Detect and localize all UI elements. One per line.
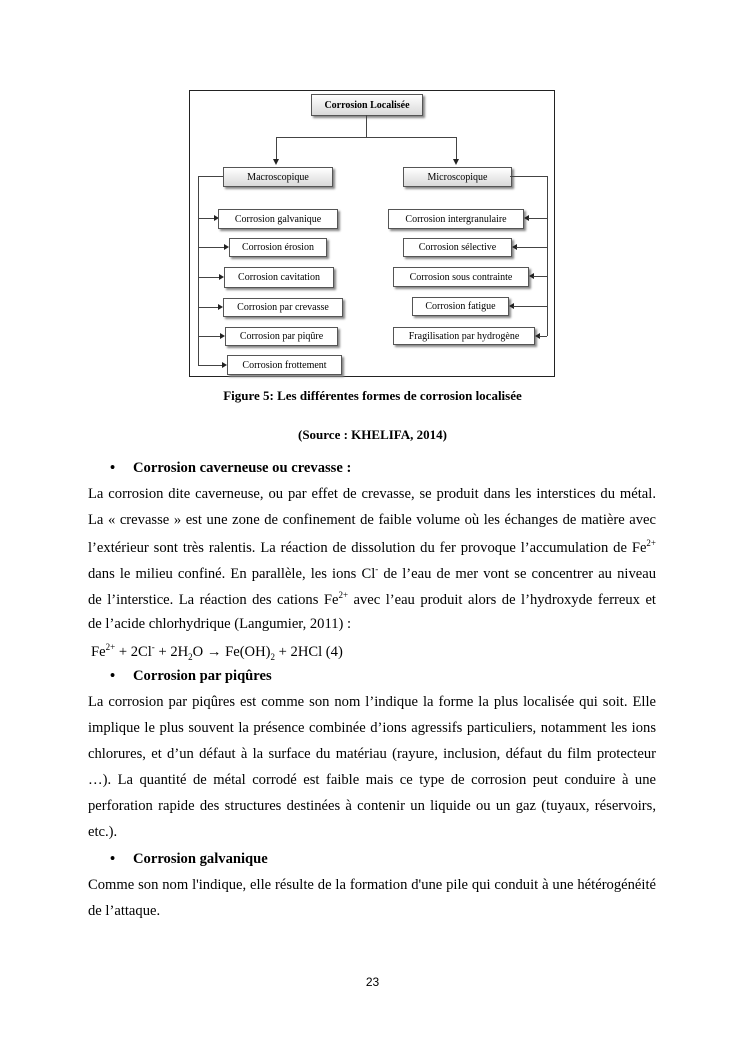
diagram-item-fragilisation: Fragilisation par hydrogène (393, 327, 535, 345)
paragraph-line: de l’attaque. (88, 903, 161, 919)
section-heading-crevasse: • Corrosion caverneuse ou crevasse : (115, 460, 351, 477)
paragraph-line: l’extérieur sont très ralentis. La réaction de dissolution du fer provoque l’accumulation de $Fe^{2+}$ (88, 538, 656, 556)
paragraph-line: etc.). (88, 824, 118, 840)
microscopique-box: Microscopique (403, 167, 512, 187)
diagram-item-frottement: Corrosion frottement (227, 355, 342, 375)
diagram-item-fatigue: Corrosion fatigue (412, 297, 509, 316)
section-heading-galvanique: • Corrosion galvanique (115, 851, 268, 868)
paragraph-line: …). La quantité de métal corrodé est faible mais ce type de corrosion peut conduire à une (88, 772, 656, 788)
paragraph-line: La corrosion dite caverneuse, ou par effet de crevasse, se produit dans les interstices du métal. (88, 486, 656, 502)
diagram-item-piqure: Corrosion par piqûre (225, 327, 338, 346)
diagram-item-galvanique: Corrosion galvanique (218, 209, 338, 229)
paragraph-line: Comme son nom l'indique, elle résulte de la formation d'une pile qui conduit à une hétérogénéité (88, 877, 656, 893)
diagram-item-selective: Corrosion sélective (403, 238, 512, 257)
diagram-item-intergranulaire: Corrosion intergranulaire (388, 209, 524, 229)
corrosion-diagram (189, 90, 555, 377)
paragraph-line: perforation rapide des structures destinées à contenir un liquide ou un gaz (tuyaux, réservoirs, (88, 798, 656, 814)
paragraph-line: La « crevasse » est une zone de confinement de faible volume où les échanges de matière avec (88, 512, 656, 528)
diagram-item-crevasse: Corrosion par crevasse (223, 298, 343, 317)
paragraph-line: La corrosion par piqûres est comme son nom l’indique la forme la plus localisée qui soit. Elle (88, 694, 656, 710)
chemical-equation: $Fe^{2+} + 2Cl^- + 2H_2O \to Fe(OH)_2 + 2HCl$ (4) (91, 642, 343, 662)
paragraph-line: implique le plus souvent la présence combinée d’ions agressifs particuliers, notamment les ions (88, 720, 656, 736)
paragraph-line: chlorures, et d’un défaut à la surface du matériau (rayure, inclusion, défaut du film protecteur (88, 746, 656, 762)
section-heading-piqures: • Corrosion par piqûres (115, 668, 272, 685)
paragraph-line: de l’interstice. La réaction des cations $Fe^{2+}$ avec l’eau produit alors de l’hydroxyde ferreux et (88, 590, 656, 608)
figure-source: (Source : KHELIFA, 2014) (297, 427, 447, 442)
diagram-root-box: Corrosion Localisée (311, 94, 423, 116)
page-number: 23 (365, 975, 380, 989)
macroscopique-box: Macroscopique (223, 167, 333, 187)
figure-caption: Figure 5: Les différentes formes de corrosion localisée (223, 388, 522, 403)
diagram-item-sous-contrainte: Corrosion sous contrainte (393, 267, 529, 287)
diagram-item-cavitation: Corrosion cavitation (224, 267, 334, 288)
diagram-item-erosion: Corrosion érosion (229, 238, 327, 257)
paragraph-line: dans le milieu confiné. En parallèle, les ions Cl- de l’eau de mer vont se concentrer au niveau (88, 564, 656, 582)
paragraph-line: de l’acide chlorhydrique (Langumier, 2011) : (88, 616, 352, 632)
